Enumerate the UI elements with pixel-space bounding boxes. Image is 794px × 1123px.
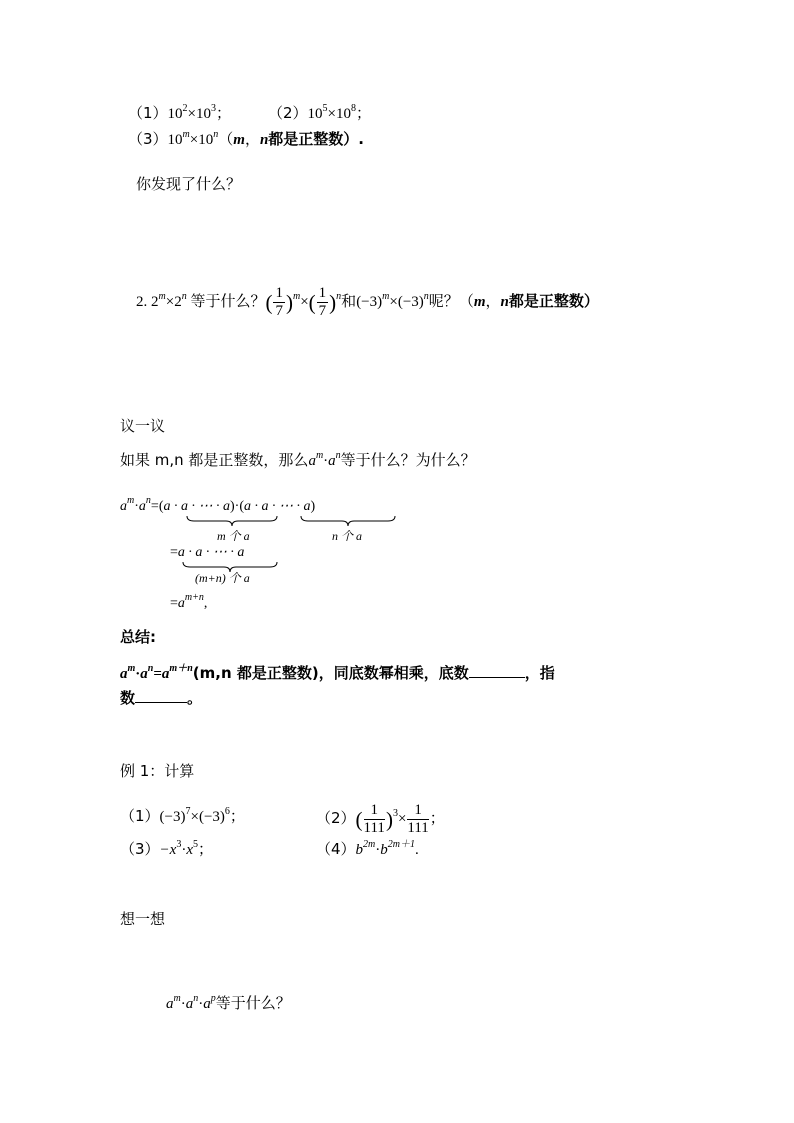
exponent: m xyxy=(182,129,190,140)
fraction xyxy=(317,285,329,320)
punct: ； xyxy=(229,807,245,825)
exponent: n xyxy=(193,993,199,1004)
paren-close: ) xyxy=(285,290,293,315)
equals: = xyxy=(153,666,162,682)
item-number: 2. xyxy=(136,294,148,310)
text: (m,n 都是正整数)，同底数幂相乘，底数 xyxy=(192,664,469,682)
derivation-line-1: $a^m\cdot a^n=(a \cdot a$ · ⋯ · a)·(a · a · ⋯ · a) xyxy=(120,495,316,514)
operator: × xyxy=(190,809,199,825)
exponent: m xyxy=(158,291,166,302)
exponent: m xyxy=(173,993,181,1004)
exponent: 2 xyxy=(182,103,188,114)
exponent: 5 xyxy=(322,103,328,114)
product-group: a · a · ⋯ · a xyxy=(163,499,230,514)
item-number: （2） xyxy=(268,104,308,122)
exponent: m xyxy=(127,495,135,506)
numerator: 1 xyxy=(318,285,327,302)
var: n xyxy=(259,132,269,148)
operator: × xyxy=(389,294,398,310)
exponent: 8 xyxy=(351,103,357,114)
label-m-a: m 个 a xyxy=(217,529,250,543)
term: −x xyxy=(159,842,177,858)
fraction xyxy=(364,802,385,837)
exponent: m xyxy=(382,291,390,302)
heading-discuss: 议一议 xyxy=(120,417,166,435)
punct: 。 xyxy=(187,689,203,707)
exponent: m xyxy=(292,291,301,302)
base: 10 xyxy=(167,132,183,148)
base: (−3) xyxy=(356,294,383,310)
punct: ； xyxy=(356,104,372,122)
operator: × xyxy=(327,106,337,122)
punct: . xyxy=(415,842,419,858)
var: a xyxy=(185,996,194,1012)
discuss-question xyxy=(120,450,476,469)
text: 等于什么？ xyxy=(190,292,266,310)
example-item-3 xyxy=(120,839,214,858)
exponent: n xyxy=(147,663,154,674)
denominator: 7 xyxy=(275,303,283,320)
exercise-1-line-2 xyxy=(128,129,364,148)
var: m xyxy=(233,132,245,148)
exponent: n xyxy=(335,450,341,461)
label-n-a: n 个 a xyxy=(332,529,363,543)
operator: · xyxy=(180,996,186,1012)
var: a xyxy=(120,499,127,514)
var: a xyxy=(120,666,128,682)
var: a xyxy=(308,453,316,469)
example-item-1 xyxy=(120,806,245,825)
exponent: p xyxy=(210,993,216,1004)
var: b xyxy=(380,842,388,858)
heading-example-1: 例 1：计算 xyxy=(120,762,195,780)
question-2 xyxy=(136,283,599,322)
paren-close: ) xyxy=(329,290,337,315)
operator: · xyxy=(323,453,329,469)
operator: × xyxy=(397,811,407,827)
punct: ； xyxy=(216,104,232,122)
operator: · xyxy=(135,666,141,682)
punct: ； xyxy=(429,809,445,827)
exponent: 6 xyxy=(224,806,230,817)
punct: （ xyxy=(218,130,234,148)
base: 10 xyxy=(198,132,214,148)
item-number: （3） xyxy=(120,840,160,858)
var: a xyxy=(166,996,174,1012)
base: (−3) xyxy=(397,294,424,310)
equals: = xyxy=(170,545,178,560)
exponent: n xyxy=(423,291,429,302)
var: a xyxy=(140,666,148,682)
exercise-1-line-1 xyxy=(128,103,232,122)
base: 10 xyxy=(336,106,352,122)
exercise-1-line-1b xyxy=(268,103,372,122)
operator: · xyxy=(234,499,240,514)
base: (−3) xyxy=(198,809,225,825)
note: 都是正整数）. xyxy=(268,130,364,148)
punct: , xyxy=(203,596,208,611)
operator: · xyxy=(181,842,187,858)
example-item-4 xyxy=(316,839,419,858)
operator: × xyxy=(165,294,175,310)
exponent: 3 xyxy=(211,103,217,114)
label-mn-a: (m+n) 个 a xyxy=(195,571,250,585)
var: a xyxy=(328,453,336,469)
var: a xyxy=(177,596,185,611)
base: 10 xyxy=(307,106,323,122)
derivation-line-2 xyxy=(170,546,244,560)
var: a xyxy=(203,996,211,1012)
paren-open: ( xyxy=(308,290,316,315)
var: a xyxy=(138,499,146,514)
var: a xyxy=(161,666,170,682)
equals: = xyxy=(150,499,159,514)
var: n xyxy=(500,294,509,310)
fraction xyxy=(273,285,285,320)
exponent: n xyxy=(145,495,151,506)
var: m xyxy=(473,294,486,310)
operator: × xyxy=(189,132,199,148)
product-group: a · a · ⋯ · a xyxy=(177,545,245,560)
exponent: 3 xyxy=(392,808,398,819)
note: 都是正整数） xyxy=(508,292,599,310)
product-group: a · a · ⋯ · a xyxy=(244,499,311,514)
operator: · xyxy=(198,996,204,1012)
punct: ， xyxy=(244,130,260,148)
exponent: 2m＋1 xyxy=(387,839,416,850)
punct: ； xyxy=(198,840,214,858)
equals: = xyxy=(170,596,178,611)
punct: （ xyxy=(458,292,474,310)
operator: · xyxy=(375,842,381,858)
think-question xyxy=(166,993,291,1012)
fraction xyxy=(407,802,428,837)
numerator: 1 xyxy=(364,802,385,820)
derivation-line-3 xyxy=(170,592,208,611)
exponent: m xyxy=(127,663,136,674)
summary-line-2 xyxy=(120,691,202,706)
operator: · xyxy=(134,499,139,514)
item-number: （4） xyxy=(316,840,356,858)
exponent: m xyxy=(315,450,324,461)
operator: × xyxy=(187,106,197,122)
numerator: 1 xyxy=(407,802,428,820)
denominator: 111 xyxy=(363,820,385,837)
paren-open: ( xyxy=(355,807,363,832)
base: (−3) xyxy=(159,809,186,825)
denominator: 7 xyxy=(318,303,327,320)
base: 2 xyxy=(151,294,159,310)
text: 如果 m,n 都是正整数，那么 xyxy=(120,451,309,469)
exponent: 2m xyxy=(363,839,376,850)
item-number: （2） xyxy=(316,809,356,827)
text: 和 xyxy=(341,292,357,310)
denominator: 111 xyxy=(407,820,429,837)
exponent: 7 xyxy=(185,806,191,817)
heading-think: 想一想 xyxy=(120,910,166,928)
example-item-2 xyxy=(316,800,445,839)
exponent: m＋n xyxy=(169,663,193,674)
base: 10 xyxy=(167,106,183,122)
item-number: （1） xyxy=(128,104,168,122)
var: b xyxy=(355,842,364,858)
text: 等于什么？为什么？ xyxy=(340,451,476,469)
item-number: （1） xyxy=(120,807,160,825)
paren-close: ) xyxy=(385,807,393,832)
text: 数 xyxy=(120,689,136,707)
underbrace-m xyxy=(186,515,278,527)
base: 2 xyxy=(174,294,182,310)
exponent: n xyxy=(213,129,219,140)
exponent: 3 xyxy=(176,839,182,850)
question-discovery: 你发现了什么？ xyxy=(136,175,242,193)
numerator: 1 xyxy=(275,285,283,302)
heading-summary: 总结: xyxy=(120,628,156,646)
exponent: n xyxy=(181,291,187,302)
exponent: m+n xyxy=(184,592,204,603)
exponent: 5 xyxy=(193,839,198,850)
item-number: （3） xyxy=(128,130,168,148)
underbrace-n xyxy=(300,515,396,527)
text: ，指 xyxy=(524,664,555,682)
paren-open: ( xyxy=(265,290,273,315)
text: 等于什么？ xyxy=(215,994,291,1012)
blank-exponent[interactable] xyxy=(135,702,187,703)
summary-line-1 xyxy=(120,663,555,682)
var: x xyxy=(186,842,193,858)
operator: × xyxy=(300,294,309,310)
blank-base[interactable] xyxy=(469,677,525,678)
punct: ， xyxy=(485,292,501,310)
exponent: n xyxy=(336,291,342,302)
text: 呢？ xyxy=(428,292,459,310)
base: 10 xyxy=(196,106,212,122)
